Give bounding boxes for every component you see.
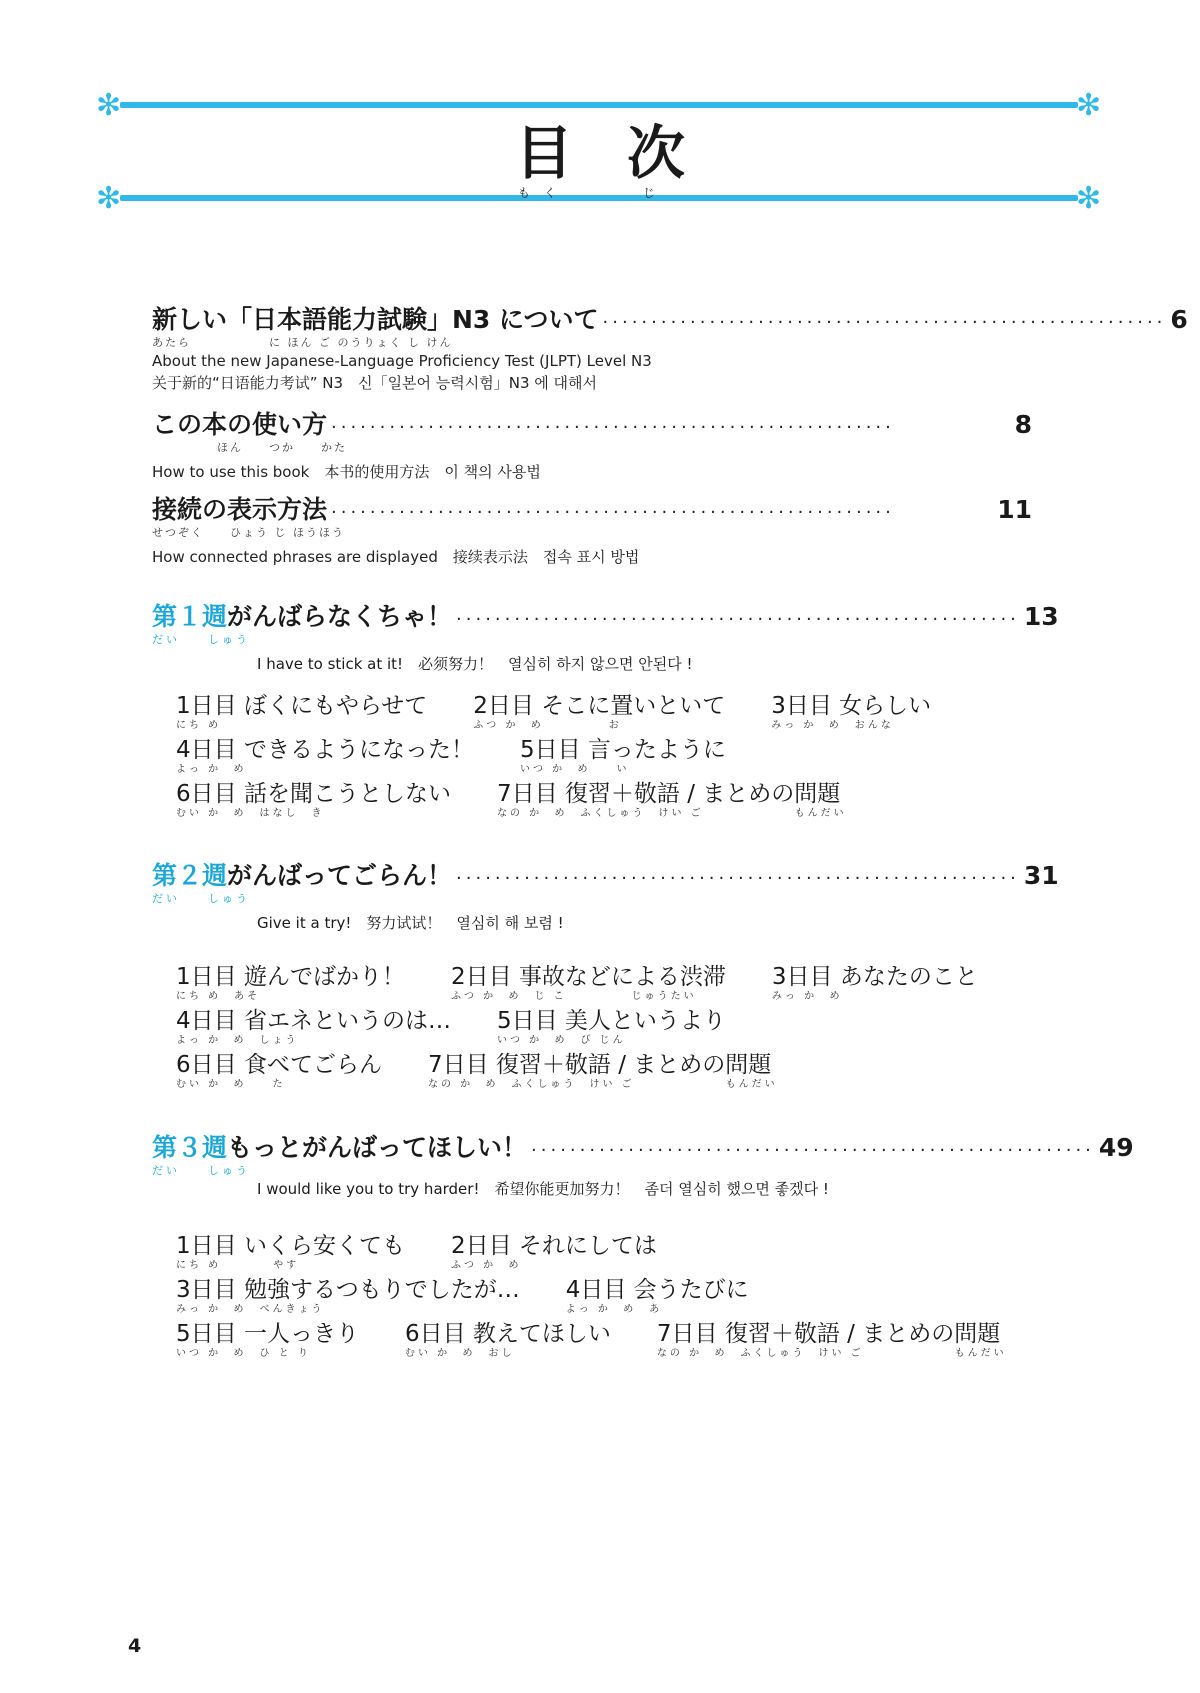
day-ruby: ふつ か め じ こ じゅうたい <box>450 991 697 1002</box>
day-item[interactable] <box>176 1276 520 1320</box>
day-ruby: いつ か め び じん <box>496 1035 626 1046</box>
week-subtitle: I have to stick at it! 必须努力！ 열심히 하지 않으면 안된다 ! <box>257 655 693 673</box>
page-ref: 49 <box>1098 1133 1134 1162</box>
week-title: がんばらなくちゃ！ <box>227 602 453 631</box>
day-title: 1日目 ぼくにもやらせて <box>176 693 428 719</box>
day-title: 1日目 いくら安くても <box>176 1233 405 1259</box>
dot-leader: ·························································· <box>456 868 1020 889</box>
title-ruby: もく <box>517 186 570 200</box>
asterisk-icon: ✻ <box>96 88 122 123</box>
day-title: 3日目 女らしい <box>771 693 932 719</box>
day-item[interactable] <box>428 1051 778 1095</box>
page-title <box>0 119 1200 201</box>
toc-entry-how-to-use[interactable] <box>152 405 1032 483</box>
toc-week-1[interactable] <box>152 597 1059 675</box>
day-item[interactable] <box>176 963 405 1007</box>
toc-entry-about[interactable] <box>152 300 1188 394</box>
title-char: 目 <box>514 119 573 187</box>
day-ruby: みっ か め <box>771 991 843 1002</box>
day-item[interactable] <box>405 1320 611 1364</box>
page-ref: 31 <box>1023 861 1059 890</box>
day-ruby: むい か め はなし き <box>176 808 325 819</box>
day-title: 2日目 それにしては <box>450 1233 657 1259</box>
day-title: 6日目 食べてごらん <box>176 1052 382 1078</box>
day-title: 7日目 復習＋敬語 / まとめの問題 <box>656 1321 1001 1347</box>
page-ref: 11 <box>997 495 1032 524</box>
day-title: 4日目 省エネというのは… <box>176 1008 451 1034</box>
week-subtitle: I would like you to try harder! 希望你能更加努力！ 좀더 열심히 했으면 좋겠다 ! <box>257 1180 829 1198</box>
week-label-ruby: だい しゅう <box>152 892 250 905</box>
day-item[interactable] <box>772 963 978 1007</box>
day-item[interactable] <box>176 1320 359 1364</box>
entry-title: この本の使い方 <box>152 410 328 439</box>
day-ruby: よっ か め しょう <box>176 1035 299 1046</box>
day-title: 7日目 復習＋敬語 / まとめの問題 <box>427 1052 772 1078</box>
asterisk-icon: ✻ <box>1076 181 1102 216</box>
day-title: 5日目 美人というより <box>496 1008 726 1034</box>
day-ruby: ふつ か め お <box>473 720 622 731</box>
day-item[interactable] <box>176 1051 382 1095</box>
week-3-days <box>176 1232 1007 1364</box>
day-item[interactable] <box>497 780 847 824</box>
week-label: 第１週 <box>152 602 228 631</box>
entry-translation: How to use this book 本书的使用方法 이 책의 사용법 <box>152 463 541 481</box>
day-item[interactable] <box>176 1232 405 1276</box>
dot-leader: ·························································· <box>456 609 1020 630</box>
page-ref: 8 <box>1014 410 1032 439</box>
day-ruby: なの か め ふくしゅう けい ご もんだい <box>427 1079 778 1090</box>
week-label: 第３週 <box>152 1133 228 1162</box>
day-title: 5日目 言ったように <box>519 737 726 763</box>
entry-translation-zh-ko: 关于新的“日语能力考试” N3 신「일본어 능력시험」N3 에 대해서 <box>152 374 598 392</box>
page-ref: 6 <box>1170 305 1188 334</box>
day-item[interactable] <box>176 736 474 780</box>
day-ruby: ふつ か め <box>450 1260 522 1271</box>
day-item[interactable] <box>473 692 725 736</box>
title-ruby: じ <box>642 186 669 200</box>
page-number: 4 <box>128 1635 142 1657</box>
week-title: もっとがんばってほしい！ <box>227 1133 528 1162</box>
week-label: 第２週 <box>152 861 228 890</box>
day-ruby: むい か め た <box>176 1079 286 1090</box>
day-title: 4日目 会うたびに <box>565 1277 749 1303</box>
day-ruby: むい か め おし <box>404 1348 515 1359</box>
day-ruby: なの か め ふくしゅう けい ご もんだい <box>496 808 847 819</box>
entry-translation: How connected phrases are displayed 接续表示法 접속 표시 방법 <box>152 548 640 566</box>
day-item[interactable] <box>176 692 427 736</box>
day-ruby: にち め あそ <box>176 991 261 1002</box>
toc-week-2[interactable] <box>152 856 1059 934</box>
day-title: 2日目 そこに置いといて <box>473 693 726 719</box>
day-ruby: みっ か め おんな <box>771 720 894 731</box>
dot-leader: ·························································· <box>331 417 895 438</box>
day-ruby: いつ か め ひ と り <box>176 1348 311 1359</box>
day-title: 4日目 できるようになった！ <box>176 737 474 763</box>
day-ruby: よっ か め あ <box>565 1304 663 1315</box>
day-ruby: いつ か め い <box>519 764 630 775</box>
day-item[interactable] <box>176 780 451 824</box>
day-title: 1日目 遊んでばかり！ <box>176 964 405 990</box>
day-title: 5日目 一人っきり <box>176 1321 359 1347</box>
day-ruby: なの か め ふくしゅう けい ご もんだい <box>656 1348 1007 1359</box>
day-title: 6日目 教えてほしい <box>404 1321 611 1347</box>
day-ruby: にち め やす <box>176 1260 300 1271</box>
day-title: 2日目 事故などによる渋滞 <box>450 964 726 990</box>
asterisk-icon: ✻ <box>1076 88 1102 123</box>
header-top-rule <box>120 102 1078 108</box>
entry-title: 新しい「日本語能力試験」N3 について <box>152 305 599 334</box>
toc-week-3[interactable] <box>152 1128 1134 1200</box>
week-subtitle: Give it a try! 努力试试！ 열심히 해 보렴 ! <box>257 914 564 932</box>
day-title: 3日目 あなたのこと <box>771 964 978 990</box>
day-item[interactable] <box>497 1007 726 1051</box>
day-item[interactable] <box>451 1232 657 1276</box>
day-item[interactable] <box>657 1320 1007 1364</box>
day-title: 7日目 復習＋敬語 / まとめの問題 <box>496 781 841 807</box>
week-title: がんばってごらん！ <box>227 861 453 890</box>
day-title: 6日目 話を聞こうとしない <box>176 781 451 807</box>
dot-leader: ·························································· <box>531 1140 1095 1161</box>
day-item[interactable] <box>176 1007 451 1051</box>
day-item[interactable] <box>451 963 726 1007</box>
day-title: 3日目 勉強するつもりでしたが… <box>176 1277 520 1303</box>
entry-ruby: ほん つか かた <box>152 441 347 454</box>
dot-leader: ·························································· <box>331 502 895 523</box>
week-2-days <box>176 963 978 1095</box>
asterisk-icon: ✻ <box>96 181 122 216</box>
day-ruby: にち め <box>176 720 222 731</box>
entry-translation-en: About the new Japanese-Language Proficiency Test (JLPT) Level N3 <box>152 352 652 370</box>
day-item[interactable] <box>520 736 726 780</box>
week-1-days <box>176 692 931 824</box>
day-item[interactable] <box>566 1276 749 1320</box>
entry-ruby: あたら に ほん ご のうりょく し けん <box>152 336 453 349</box>
toc-entry-connections[interactable] <box>152 490 1032 568</box>
title-char: 次 <box>626 119 685 187</box>
entry-ruby: せつぞく ひょう じ ほうほう <box>152 526 345 539</box>
dot-leader: ·························································· <box>602 312 1167 333</box>
day-item[interactable] <box>771 692 931 736</box>
week-label-ruby: だい しゅう <box>152 1164 250 1177</box>
day-ruby: みっ か め べんきょう <box>176 1304 325 1315</box>
week-label-ruby: だい しゅう <box>152 633 250 646</box>
page-ref: 13 <box>1023 602 1059 631</box>
entry-title: 接続の表示方法 <box>152 495 328 524</box>
day-ruby: よっ か め <box>176 764 247 775</box>
